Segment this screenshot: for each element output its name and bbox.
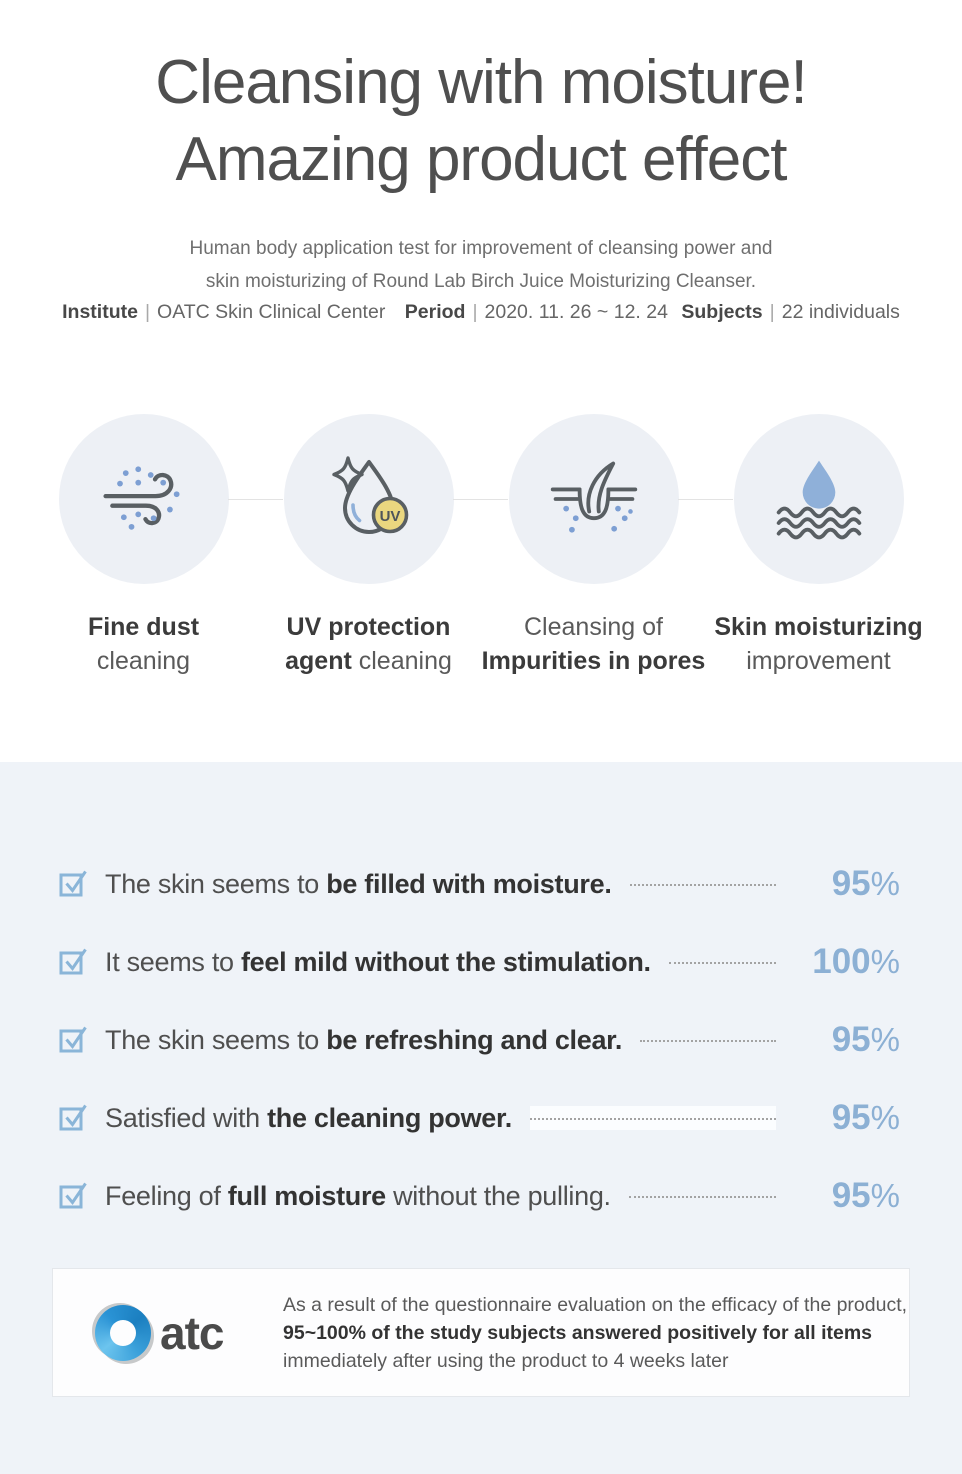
- period-label: Period: [404, 301, 466, 323]
- study-meta: [0, 301, 962, 324]
- pore-cleansing-icon: [546, 451, 642, 547]
- connector-line: [228, 499, 283, 500]
- atc-logo: [95, 1305, 283, 1361]
- feature-fine-dust: [31, 414, 256, 678]
- institute-label: Institute: [62, 301, 138, 323]
- subjects-label: Subjects: [681, 301, 763, 323]
- subtitle-line2: skin moisturizing of Round Lab Birch Juice Moisturizing Cleanser.: [205, 271, 757, 292]
- survey-percent: 95%: [831, 1020, 900, 1059]
- survey-statement: Feeling of full moisture without the pulling.: [105, 1180, 611, 1211]
- survey-row: [58, 866, 900, 902]
- feature-label: UV protection agent cleaning: [285, 613, 452, 675]
- checkbox-checked-icon: [58, 945, 89, 976]
- survey-percent: 95%: [831, 1176, 900, 1215]
- survey-statement: The skin seems to be refreshing and clear.: [105, 1024, 623, 1055]
- institute-value: OATC Skin Clinical Center: [157, 301, 386, 323]
- page-title-line2: Amazing product effect: [175, 125, 787, 194]
- uv-badge-text: UV: [379, 508, 400, 525]
- survey-row: [58, 944, 900, 980]
- page-title-line1: Cleansing with moisture!: [155, 48, 807, 117]
- wind-fine-dust-icon: [96, 451, 192, 547]
- result-summary-box: [52, 1268, 910, 1397]
- feature-circle: [509, 414, 679, 584]
- period-value: 2020. 11. 26 ~ 12. 24: [484, 301, 668, 323]
- moisture-drop-waves-icon: [771, 451, 867, 547]
- uv-drop-icon: [319, 449, 419, 549]
- dotted-leader: [669, 950, 776, 974]
- feature-uv-protection: [256, 414, 481, 678]
- atc-logo-ring-icon: [95, 1305, 151, 1361]
- connector-line: [678, 499, 733, 500]
- dotted-leader: [640, 1028, 776, 1052]
- separator: |: [144, 301, 151, 323]
- checkbox-checked-icon: [58, 1101, 89, 1132]
- result-summary-text: [283, 1291, 907, 1375]
- feature-row: [31, 414, 931, 678]
- feature-label: Cleansing of Impurities in pores: [481, 613, 706, 675]
- separator: |: [769, 301, 775, 323]
- page-title: [0, 44, 962, 198]
- connector-line: [453, 499, 508, 500]
- survey-statement: Satisfied with the cleaning power.: [105, 1102, 512, 1133]
- dotted-leader: [530, 1106, 776, 1130]
- subjects-value: 22 individuals: [781, 301, 900, 323]
- feature-pore-cleansing: [481, 414, 706, 678]
- header: [0, 0, 962, 324]
- survey-statement: The skin seems to be filled with moisture.: [105, 868, 612, 899]
- separator: |: [472, 301, 478, 323]
- survey-row: [58, 1100, 900, 1136]
- survey-percent: 95%: [831, 1098, 900, 1137]
- survey-percent: 95%: [831, 864, 900, 903]
- subtitle: [0, 232, 962, 298]
- feature-circle: [59, 414, 229, 584]
- feature-label: Skin moisturizing improvement: [714, 613, 923, 675]
- subtitle-line1: Human body application test for improvement of cleansing power and: [189, 238, 773, 259]
- result-line3: immediately after using the product to 4 weeks later: [283, 1349, 729, 1372]
- result-line2: 95~100% of the study subjects answered positively for all items: [283, 1321, 873, 1344]
- atc-logo-text: atc: [160, 1306, 224, 1359]
- checkbox-checked-icon: [58, 1179, 89, 1210]
- dotted-leader: [629, 1184, 776, 1208]
- survey-statement: It seems to feel mild without the stimulation.: [105, 946, 651, 977]
- result-line1: As a result of the questionnaire evaluation on the efficacy of the product,: [283, 1293, 908, 1316]
- survey-row: [58, 1022, 900, 1058]
- dotted-leader: [630, 872, 776, 896]
- checkbox-checked-icon: [58, 1023, 89, 1054]
- survey-row: [58, 1178, 900, 1214]
- survey-percent: 100%: [812, 942, 900, 981]
- feature-label: Fine dust cleaning: [87, 613, 200, 675]
- survey-rows: [0, 762, 962, 1214]
- feature-circle: [734, 414, 904, 584]
- feature-circle: [284, 414, 454, 584]
- checkbox-checked-icon: [58, 867, 89, 898]
- feature-skin-moisturizing: [706, 414, 931, 678]
